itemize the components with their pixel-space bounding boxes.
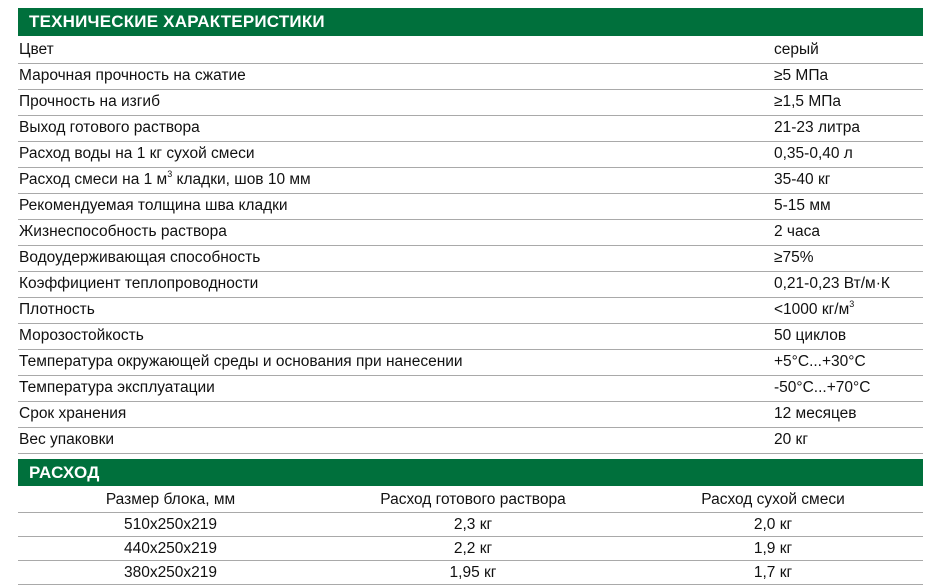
spec-value: -50°С...+70°С [774,379,871,396]
spec-label: Расход воды на 1 кг сухой смеси [19,145,255,162]
table-cell: 2,3 кг [453,515,493,533]
spec-row [18,376,923,402]
spec-row [18,64,923,90]
spec-row [18,142,923,168]
table-cell: 2,0 кг [753,515,793,533]
spec-label: Рекомендуемая толщина шва кладки [19,197,288,214]
spec-label [19,171,311,189]
spec-label: Выход готового раствора [19,119,200,136]
spec-value: 50 циклов [774,327,847,344]
table-cell: 1,9 кг [753,539,793,557]
spec-label: Цвет [19,41,54,58]
spec-label: Марочная прочность на сжатие [19,67,246,84]
spec-value: 12 месяцев [774,405,857,422]
spec-label: Срок хранения [19,405,127,422]
spec-row [18,272,923,298]
spec-row [18,324,923,350]
spec-value: ≥5 МПа [774,67,829,84]
spec-value: 0,35-0,40 л [774,145,853,162]
spec-label-text: Расход смеси на 1 м [19,171,168,188]
table-cell: 380х250х219 [123,563,218,581]
column-header: Расход готового раствора [380,490,566,508]
table-cell: 510х250х219 [123,515,218,533]
table-cell: 1,7 кг [753,563,793,581]
spec-label: Водоудерживающая способность [19,249,261,266]
spec-value: ≥75% [774,249,814,266]
table-row [18,561,923,585]
spec-value: 35-40 кг [774,171,831,188]
spec-label: Морозостойкость [19,327,144,344]
spec-value: 20 кг [774,431,808,448]
consumption-section-header: РАСХОД [18,459,923,486]
spec-row [18,194,923,220]
spec-row [18,38,923,64]
spec-label: Вес упаковки [19,431,115,448]
spec-value: 21-23 литра [774,119,860,136]
spec-row [18,428,923,454]
spec-value: 5-15 мм [774,197,831,214]
table-row [18,537,923,561]
spec-row [18,90,923,116]
table-header-row [18,487,923,513]
tech-section-header: ТЕХНИЧЕСКИЕ ХАРАКТЕРИСТИКИ [18,8,923,36]
spec-label: Коэффициент теплопроводности [19,275,259,292]
spec-label: Температура эксплуатации [19,379,215,396]
spec-value: ≥1,5 МПа [774,93,842,110]
table-cell: 440х250х219 [123,539,218,557]
column-header: Размер блока, мм [105,490,236,508]
spec-row [18,116,923,142]
spec-row [18,402,923,428]
spec-row [18,220,923,246]
table-row [18,513,923,537]
spec-label: Плотность [19,301,95,318]
superscript: 3 [167,169,173,179]
spec-row [18,168,923,194]
spec-label: Температура окружающей среды и основания при нанесении [19,353,463,370]
spec-value: +5°С...+30°С [774,353,866,370]
column-header: Расход сухой смеси [701,490,845,508]
spec-value-text: <1000 кг/м [774,301,850,318]
spec-value: 2 часа [774,223,820,240]
spec-value: 0,21-0,23 Вт/м·К [774,275,890,292]
spec-label-text: кладки, шов 10 мм [172,171,311,188]
spec-label: Прочность на изгиб [19,93,160,110]
spec-value [774,301,854,319]
spec-value: серый [774,41,819,58]
spec-row [18,298,923,324]
spec-row [18,246,923,272]
spec-row [18,350,923,376]
consumption-table [18,487,923,585]
table-cell: 2,2 кг [453,539,493,557]
table-cell: 1,95 кг [449,563,497,581]
tech-specs-table [18,38,923,454]
superscript: 3 [849,299,855,309]
spec-label: Жизнеспособность раствора [19,223,227,240]
